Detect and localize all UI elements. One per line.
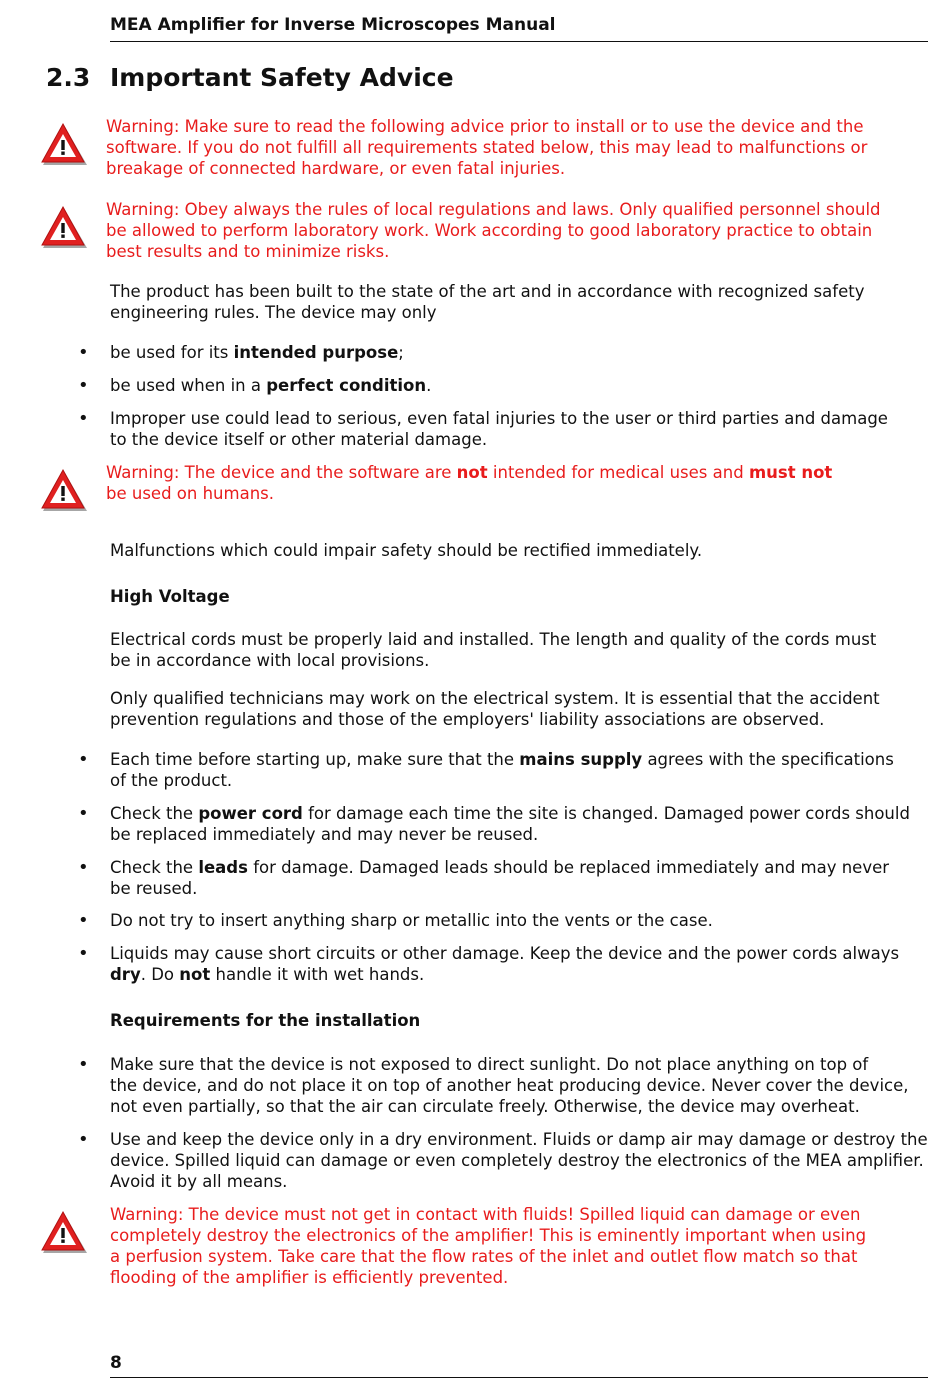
warning-triangle-icon bbox=[38, 204, 88, 250]
header-rule bbox=[110, 41, 928, 42]
warning-2-text: Warning: Obey always the rules of local regulations and laws. Only qualified personnel should be allowed to perform laboratory work. Work according to good laboratory practice to obtain best results and to minimize risks. bbox=[106, 200, 881, 261]
installation-heading: Requirements for the installation bbox=[110, 1011, 421, 1030]
list-item: Do not try to insert anything sharp or metallic into the vents or the case. bbox=[110, 911, 713, 930]
list-item: Use and keep the device only in a dry environment. Fluids or damp air may damage or destroy the device. Spilled liquid can damage or even completely destroy the electronics of the MEA amplifier. Avoid it by all means. bbox=[110, 1130, 928, 1191]
warning-3-text: Warning: The device and the software are not intended for medical uses and must not be used on humans. bbox=[106, 463, 833, 503]
list-item: Make sure that the device is not exposed to direct sunlight. Do not place anything on top of the device, and do not place it on top of another heat producing device. Never cover the device, not even partially, so that the air can circulate freely. Otherwise, the device may overheat. bbox=[110, 1055, 909, 1116]
intro-paragraph: The product has been built to the state of the art and in accordance with recognized safety engineering rules. The device may only bbox=[110, 282, 865, 322]
list-item: be used for its intended purpose; bbox=[110, 343, 404, 362]
bullet-marker: • bbox=[78, 910, 89, 931]
footer-rule bbox=[110, 1377, 928, 1378]
warning-triangle-icon bbox=[38, 1209, 88, 1255]
warning-triangle-icon bbox=[38, 121, 88, 167]
bullet-marker: • bbox=[78, 342, 89, 363]
bullet-marker: • bbox=[78, 1129, 89, 1150]
page-number: 8 bbox=[110, 1353, 122, 1373]
malfunctions-paragraph: Malfunctions which could impair safety should be rectified immediately. bbox=[110, 541, 703, 560]
bullet-marker: • bbox=[78, 1054, 89, 1075]
list-item: Check the leads for damage. Damaged leads should be replaced immediately and may never be reused. bbox=[110, 858, 890, 898]
section-title: Important Safety Advice bbox=[110, 63, 454, 92]
list-item: Check the power cord for damage each time the site is changed. Damaged power cords should be replaced immediately and may never be reused. bbox=[110, 804, 910, 844]
bullet-marker: • bbox=[78, 749, 89, 770]
high-voltage-paragraph-1: Electrical cords must be properly laid and installed. The length and quality of the cords must be in accordance with local provisions. bbox=[110, 630, 877, 670]
list-item: Improper use could lead to serious, even fatal injuries to the user or third parties and damage to the device itself or other material damage. bbox=[110, 409, 888, 449]
list-item: Liquids may cause short circuits or other damage. Keep the device and the power cords always dry. Do not handle it with wet hands. bbox=[110, 944, 900, 984]
list-item: Each time before starting up, make sure that the mains supply agrees with the specifications of the product. bbox=[110, 750, 894, 790]
high-voltage-paragraph-2: Only qualified technicians may work on the electrical system. It is essential that the accident prevention regulations and those of the employers' liability associations are observed. bbox=[110, 689, 880, 729]
section-number: 2.3 bbox=[46, 63, 91, 92]
bullet-marker: • bbox=[78, 375, 89, 396]
warning-1-text: Warning: Make sure to read the following advice prior to install or to use the device and the software. If you do not fulfill all requirements stated below, this may lead to malfunctions or breakage of connected hardware, or even fatal injuries. bbox=[106, 117, 868, 178]
bullet-marker: • bbox=[78, 857, 89, 878]
high-voltage-heading: High Voltage bbox=[110, 587, 230, 606]
bullet-marker: • bbox=[78, 943, 89, 964]
warning-4-text: Warning: The device must not get in contact with fluids! Spilled liquid can damage or even completely destroy the electronics of the amplifier! This is eminently important when using a perfusion system. Take care that the flow rates of the inlet and outlet flow match so that flooding of the amplifier is efficiently prevented. bbox=[110, 1205, 867, 1287]
warning-triangle-icon bbox=[38, 467, 88, 513]
bullet-marker: • bbox=[78, 408, 89, 429]
list-item: be used when in a perfect condition. bbox=[110, 376, 432, 395]
bullet-marker: • bbox=[78, 803, 89, 824]
running-header-title: MEA Amplifier for Inverse Microscopes Manual bbox=[110, 15, 556, 35]
